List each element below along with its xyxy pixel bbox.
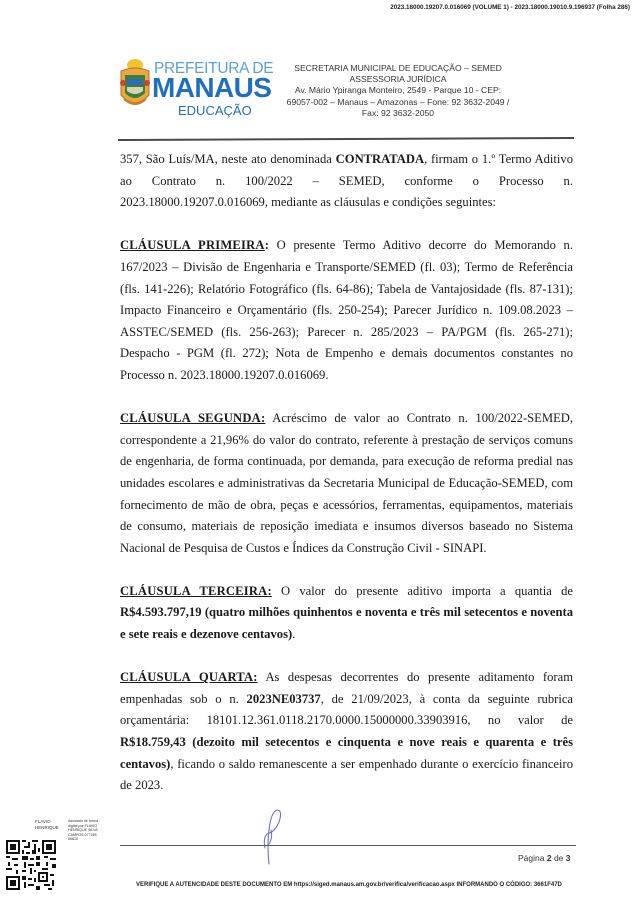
contract-value: R$4.593.797,19 (quatro milhões quinhentos e noventa e três mil setecentos e noventa e sete reais e dezenove centavos) [120, 605, 573, 642]
contratada-label: CONTRATADA [335, 152, 425, 166]
qr-code-icon[interactable] [6, 840, 56, 890]
authenticity-verification-link[interactable]: VERIFIQUE A AUTENCIDADE DESTE DOCUMENTO EM https://siged.manaus.am.gov.br/verifica/verificacao.aspx INFORMANDO O CÓDIGO: 3661F47D [136, 882, 562, 888]
signer-name: FLAVIO HENRIQUE [35, 819, 59, 830]
address-line: SECRETARIA MUNICIPAL DE EDUCAÇÃO – SEMED [294, 63, 502, 73]
municipal-crest-icon [118, 57, 152, 113]
address-line: Av. Mário Ypiranga Monteiro, 2549 - Parque 10 - CEP: [294, 85, 502, 96]
document-body [120, 149, 573, 797]
document-reference-number: 2023.18000.19207.0.016069 (VOLUME 1) - 2023.18000.19010.9.196937 (Folha 286) [390, 4, 630, 11]
address-line: 69057-002 – Manaus – Amazonas – Fone: 92 3632-2049 / [286, 96, 510, 107]
address-line: ASSESSORIA JURÍDICA [349, 74, 447, 85]
clause-title: CLÁUSULA QUARTA: [120, 670, 258, 685]
digital-signature-note: Assinado de forma digital por FLAVIO HENRIQUE SILVA CAMPOS:077285 06815 [68, 819, 98, 842]
footer-divider [120, 845, 576, 846]
logo-text-prefeitura: PREFEITURA DE [154, 60, 274, 77]
clause-primeira: CLÁUSULA PRIMEIRA: O presente Termo Aditivo decorre do Memorando n. 167/2023 – Divisão de Engenharia e Transporte/SEMED (fl. 03); Termo de Referência (fls. 141-226); Relatório Fotográfico (fls. 64-86); Tabela de Vantajosidade (fls. 87-131); Impacto Financeiro e Orçamentário (fls. 250-254); Parecer Jurídico n. 109.08.2023 – ASSTEC/SEMED (fls. 256-263); Parecer n. 285/2023 – PA/PGM (fls. 265-271); Despacho - PGM (fl. 272); Nota de Empenho e demais documentos constantes no Processo n. 2023.18000.19207.0.016069. [120, 238, 573, 382]
logo-text-manaus: MANAUS [152, 72, 272, 103]
header-divider [118, 137, 574, 140]
empenho-number: 2023NE03737 [246, 691, 321, 706]
intro-paragraph: 357, São Luís/MA, neste ato denominada CONTRATADA, firmam o 1.º Termo Aditivo ao Contrato n. 100/2022 – SEMED, conforme o Processo n. 2023.18000.19207.0.016069, mediante as cláusulas e condições seguintes: [120, 152, 573, 210]
clause-title: CLÁUSULA SEGUNDA: [120, 411, 266, 426]
handwritten-signature [255, 804, 295, 869]
clause-terceira: CLÁUSULA TERCEIRA: O valor do presente aditivo importa a quantia de R$4.593.797,19 (quatro milhões quinhentos e noventa e três mil setecentos e noventa e sete reais e dezenove centavos). [120, 583, 573, 642]
letterhead [118, 55, 548, 125]
prefeitura-manaus-logo [118, 55, 274, 123]
letterhead-address [273, 63, 523, 119]
address-line: Fax: 92 3632-2050 [361, 107, 435, 118]
empenho-value: R$18.759,43 (dezoito mil setecentos e cinquenta e nove reais e quarenta e três centavos) [120, 735, 573, 771]
clause-title: CLÁUSULA TERCEIRA: [120, 583, 272, 598]
logo-text-educacao: EDUCAÇÃO [178, 103, 252, 118]
clause-segunda: CLÁUSULA SEGUNDA: Acréscimo de valor ao Contrato n. 100/2022-SEMED, correspondente a 21,96% do valor do contrato, referente à prestação de serviços comuns de engenharia, de forma continuada, por demanda, para execução de reforma predial nas unidades escolares e administrativas da Secretaria Municipal de Educação-SEMED, com fornecimento de mão de obra, peças e acessórios, ferramentas, equipamentos, materiais de consumo, materiais de reposição imediata e insumos diversos baseado no Sistema Nacional de Pesquisa de Custos e Índices da Construção Civil - SINAPI. [120, 411, 574, 555]
clause-title: CLÁUSULA PRIMEIRA [120, 238, 265, 253]
clause-quarta: CLÁUSULA QUARTA: As despesas decorrentes do presente aditamento foram empenhadas sob o n. 2023NE03737, de 21/09/2023, à conta da seguinte rubrica orçamentária: 18101.12.361.0118.2170.0000.15000000.33903916, no valor de R$18.759,43 (dezoito mil setecentos e cinquenta e nove reais e quarenta e três centavos), ficando o saldo remanescente a ser empenhado durante o exercício financeiro de 2023. [120, 670, 573, 793]
page-number: Página 2 de 3 [518, 853, 571, 863]
